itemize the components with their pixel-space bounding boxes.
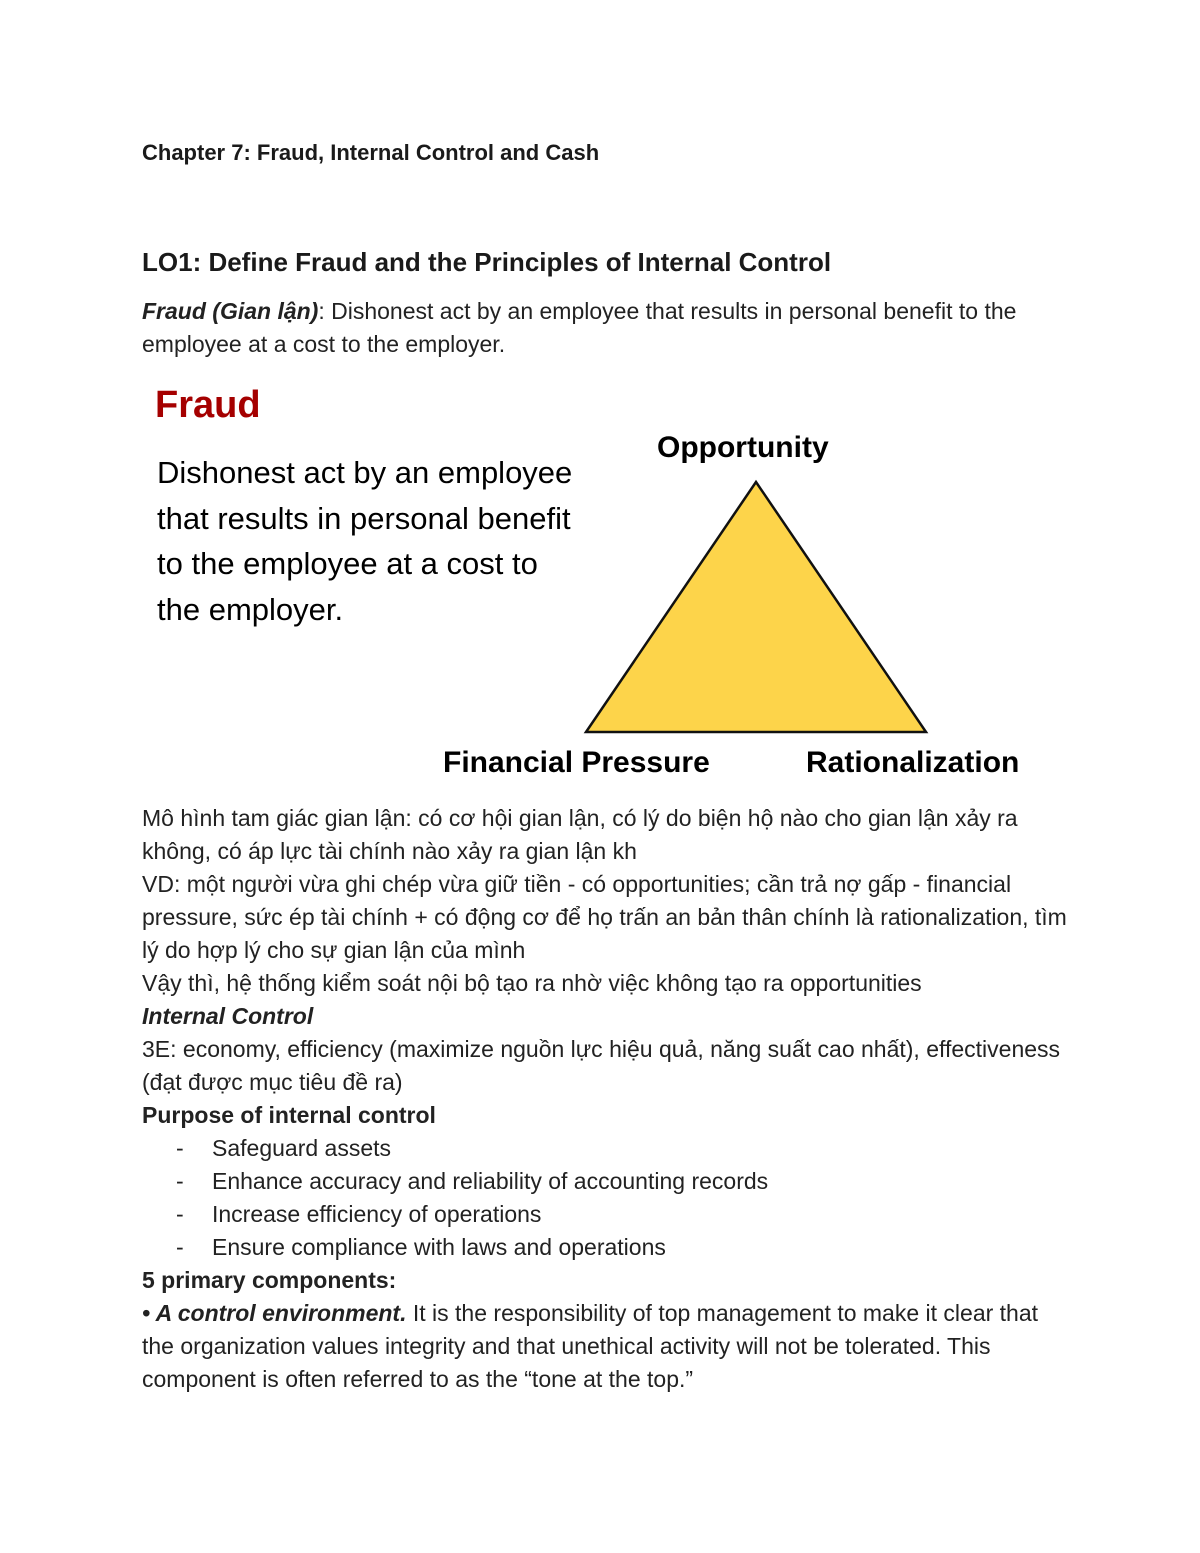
- label-opportunity: Opportunity: [657, 431, 829, 464]
- fraud-term: Fraud (Gian lận): [142, 298, 319, 324]
- bullet-dash: -: [176, 1135, 184, 1161]
- component-lead: • A control environment.: [142, 1300, 407, 1326]
- list-item: - Increase efficiency of operations: [142, 1198, 1072, 1231]
- component-text: It is the responsibility of top management to make it clear that the organization values integrity and that unethical activity will not be tolerated. This component is often referred to as the “tone at the top.”: [142, 1300, 1039, 1392]
- lo-heading: LO1: Define Fraud and the Principles of Internal Control: [142, 247, 832, 277]
- fraud-definition: [142, 295, 1042, 361]
- purpose-list: [142, 1132, 1072, 1264]
- internal-control-heading: Internal Control: [142, 1003, 314, 1029]
- label-financial-pressure: Financial Pressure: [443, 746, 710, 779]
- fraud-triangle-shape: [586, 482, 926, 732]
- list-item: - Safeguard assets: [142, 1132, 1072, 1165]
- chapter-title: Chapter 7: Fraud, Internal Control and Cash: [142, 140, 600, 165]
- figure-title: Fraud: [155, 384, 261, 426]
- fraud-model-paragraph: Mô hình tam giác gian lận: có cơ hội gian lận, có lý do biện hộ nào cho gian lận xảy ra không, có áp lực tài chính nào xảy ra gian lận kh: [142, 805, 1018, 864]
- example-paragraph: VD: một người vừa ghi chép vừa giữ tiền - có opportunities; cần trả nợ gấp - financial pressure, sức ép tài chính + có động cơ để họ trấn an bản thân chính là rationalization, tìm lý do hợp lý cho sự gian lận của mình: [142, 871, 1067, 963]
- component-control-environment: [142, 1297, 1072, 1396]
- fraud-triangle: [580, 478, 932, 736]
- purpose-heading: Purpose of internal control: [142, 1102, 436, 1128]
- bullet-dash: -: [176, 1234, 184, 1260]
- figure-definition: Dishonest act by an employee that results in personal benefit to the employee at a cost to the employer.: [157, 455, 573, 627]
- list-item: - Ensure compliance with laws and operations: [142, 1231, 1072, 1264]
- three-e-paragraph: 3E: economy, efficiency (maximize nguồn lực hiệu quả, năng suất cao nhất), effectiveness (đạt được mục tiêu đề ra): [142, 1036, 1061, 1095]
- components-heading: 5 primary components:: [142, 1267, 397, 1293]
- conclusion-paragraph: Vậy thì, hệ thống kiểm soát nội bộ tạo ra nhờ việc không tạo ra opportunities: [142, 970, 922, 996]
- fraud-definition-text: : Dishonest act by an employee that results in personal benefit to the employee at a cost to the employer.: [142, 298, 1017, 357]
- bullet-dash: -: [176, 1201, 184, 1227]
- bullet-dash: -: [176, 1168, 184, 1194]
- label-rationalization: Rationalization: [806, 746, 1020, 779]
- notes-section: [142, 802, 1072, 1396]
- list-item: - Enhance accuracy and reliability of accounting records: [142, 1165, 1072, 1198]
